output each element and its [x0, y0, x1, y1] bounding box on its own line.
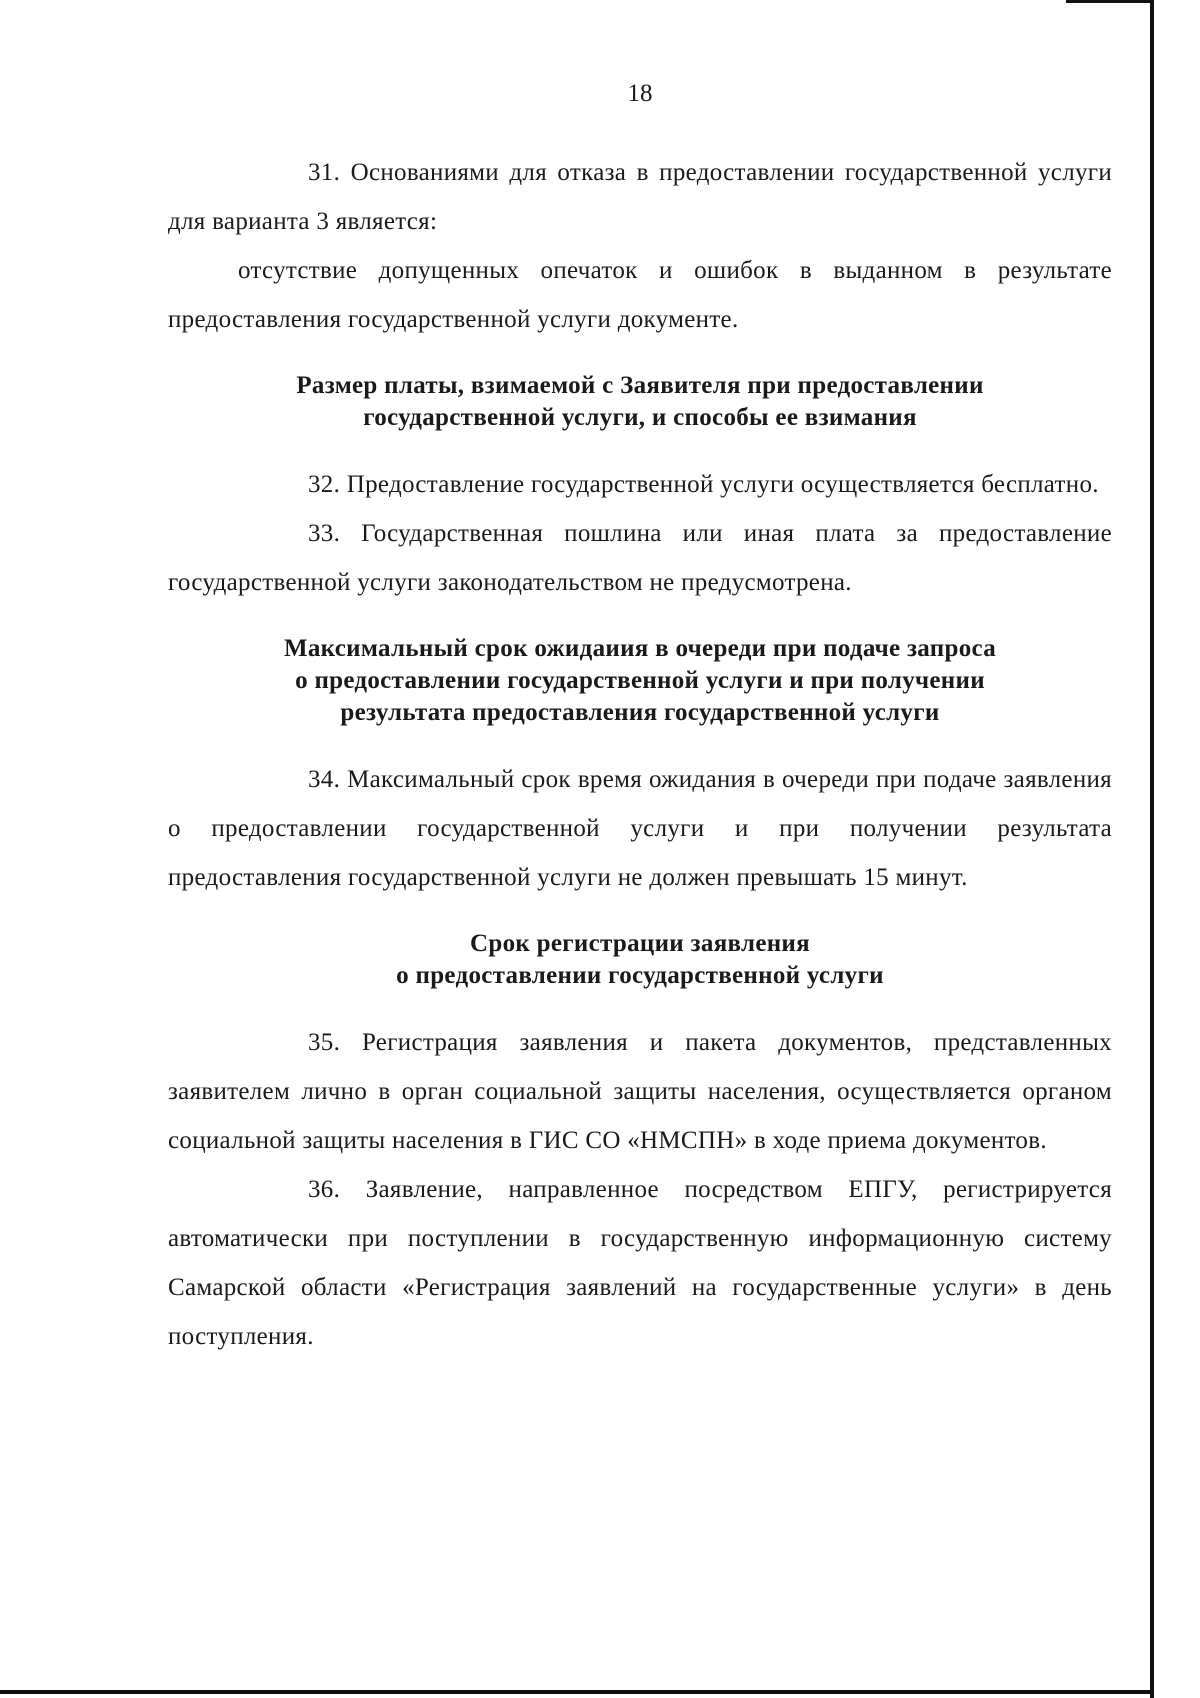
paragraph-number: 32. — [308, 471, 341, 498]
scan-edge-top — [1066, 0, 1154, 3]
paragraph-text: Регистрация заявления и пакета документов, представленных заявителем лично в орган социальной защиты населения, осуществляется органом социальной защиты населения в ГИС СО «НМСПН» в ходе приема документов. — [168, 1029, 1112, 1154]
section-heading-queue — [168, 633, 1112, 729]
paragraph-number: 36. — [308, 1176, 341, 1203]
heading-line: государственной услуги, и способы ее взимания — [363, 404, 917, 431]
paragraph-number: 34. — [308, 766, 341, 793]
scan-edge-bottom — [0, 1690, 1154, 1694]
paragraph-33 — [168, 509, 1112, 607]
paragraph-31-continuation: отсутствие допущенных опечаток и ошибок в выданном в результате предоставления государственной услуги документе. — [168, 257, 1112, 333]
paragraph-text: Заявление, направленное посредством ЕПГУ, регистрируется автоматически при поступлении в государственную информационную систему Самарской области «Регистрация заявлений на государственные услуги» в день поступления. — [168, 1176, 1112, 1350]
paragraph-36 — [168, 1165, 1112, 1361]
section-heading-registration — [168, 928, 1112, 992]
page-number: 18 — [627, 80, 653, 107]
section-heading-fee — [168, 370, 1112, 434]
paragraph-text: Государственная пошлина или иная плата за предоставление государственной услуги законодательством не предусмотрена. — [168, 520, 1112, 596]
document-body — [168, 148, 1112, 1361]
heading-line: о предоставлении государственной услуги и при получении — [295, 667, 985, 694]
paragraph-number: 35. — [308, 1029, 341, 1056]
scan-edge-right — [1150, 0, 1154, 1698]
heading-line: о предоставлении государственной услуги — [396, 962, 884, 989]
paragraph-31 — [168, 148, 1112, 246]
paragraph-text: Максимальный срок время ожидания в очереди при подаче заявления о предоставлении государственной услуги и при получении результата предоставления государственной услуги не должен превышать 15 минут. — [168, 766, 1112, 891]
heading-line: Размер платы, взимаемой с Заявителя при предоставлении — [296, 372, 984, 399]
paragraph-number: 31. — [308, 159, 341, 186]
heading-line: Срок регистрации заявления — [470, 930, 810, 957]
paragraph-34 — [168, 755, 1112, 902]
paragraph-number: 33. — [308, 520, 341, 547]
paragraph-text: Предоставление государственной услуги осуществляется бесплатно. — [346, 471, 1099, 498]
paragraph-text: Основаниями для отказа в предоставлении государственной услуги для варианта 3 является: — [168, 159, 1112, 235]
heading-line: результата предоставления государственной услуги — [340, 699, 940, 726]
paragraph-32 — [168, 460, 1112, 509]
heading-line: Максимальный срок ожидаиия в очереди при подаче запроса — [283, 635, 996, 662]
paragraph-35 — [168, 1018, 1112, 1165]
